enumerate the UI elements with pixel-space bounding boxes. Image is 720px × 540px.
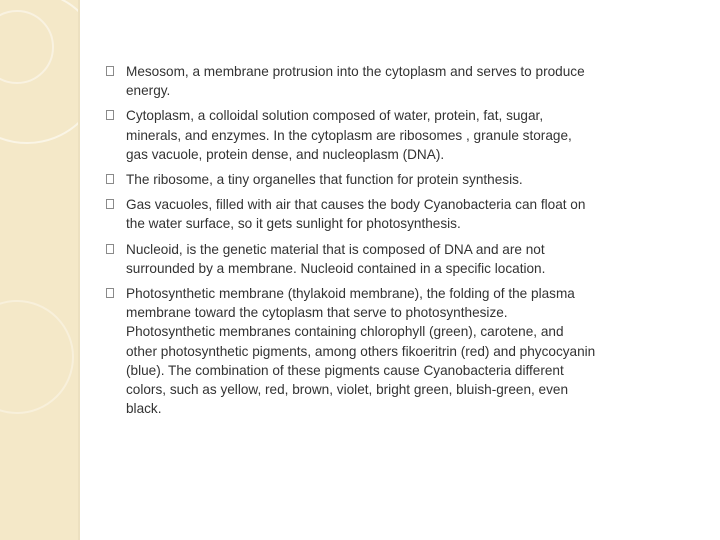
decorative-side-band [0, 0, 80, 540]
square-bullet-icon [106, 66, 114, 76]
square-bullet-icon [106, 244, 114, 254]
list-item [106, 195, 596, 233]
decorative-circle [0, 300, 74, 414]
bullet-text: Photosynthetic membrane (thylakoid membrane), the folding of the plasma membrane toward the cytoplasm that serve to photosynthesize. Photosynthetic membranes containing chlorophyll (green), carotene, and other photosynthetic pigments, among others fikoeritrin (red) and phycocyanin (blue). The combination of these pigments cause Cyanobacteria different colors, such as yellow, red, brown, violet, bright green, bluish-green, even black. [126, 286, 596, 417]
list-item [106, 284, 596, 418]
side-band-edge [78, 0, 80, 540]
bullet-text: Cytoplasm, a colloidal solution composed of water, protein, fat, sugar, minerals, and enzymes. In the cytoplasm are ribosomes , granule storage, gas vacuole, protein dense, and nucleoplasm (DNA). [126, 108, 572, 162]
square-bullet-icon [106, 288, 114, 298]
square-bullet-icon [106, 110, 114, 120]
bullet-text: Mesosom, a membrane protrusion into the cytoplasm and serves to produce energy. [126, 64, 585, 99]
list-item [106, 240, 596, 278]
list-item [106, 106, 596, 164]
bullet-list [106, 62, 596, 424]
bullet-text: Gas vacuoles, filled with air that causes the body Cyanobacteria can float on the water surface, so it gets sunlight for photosynthesis. [126, 197, 586, 232]
bullet-text: Nucleoid, is the genetic material that is composed of DNA and are not surrounded by a membrane. Nucleoid contained in a specific location. [126, 241, 546, 276]
square-bullet-icon [106, 199, 114, 209]
square-bullet-icon [106, 174, 114, 184]
list-item [106, 170, 596, 189]
list-item [106, 62, 596, 100]
bullet-text: The ribosome, a tiny organelles that function for protein synthesis. [126, 172, 523, 188]
